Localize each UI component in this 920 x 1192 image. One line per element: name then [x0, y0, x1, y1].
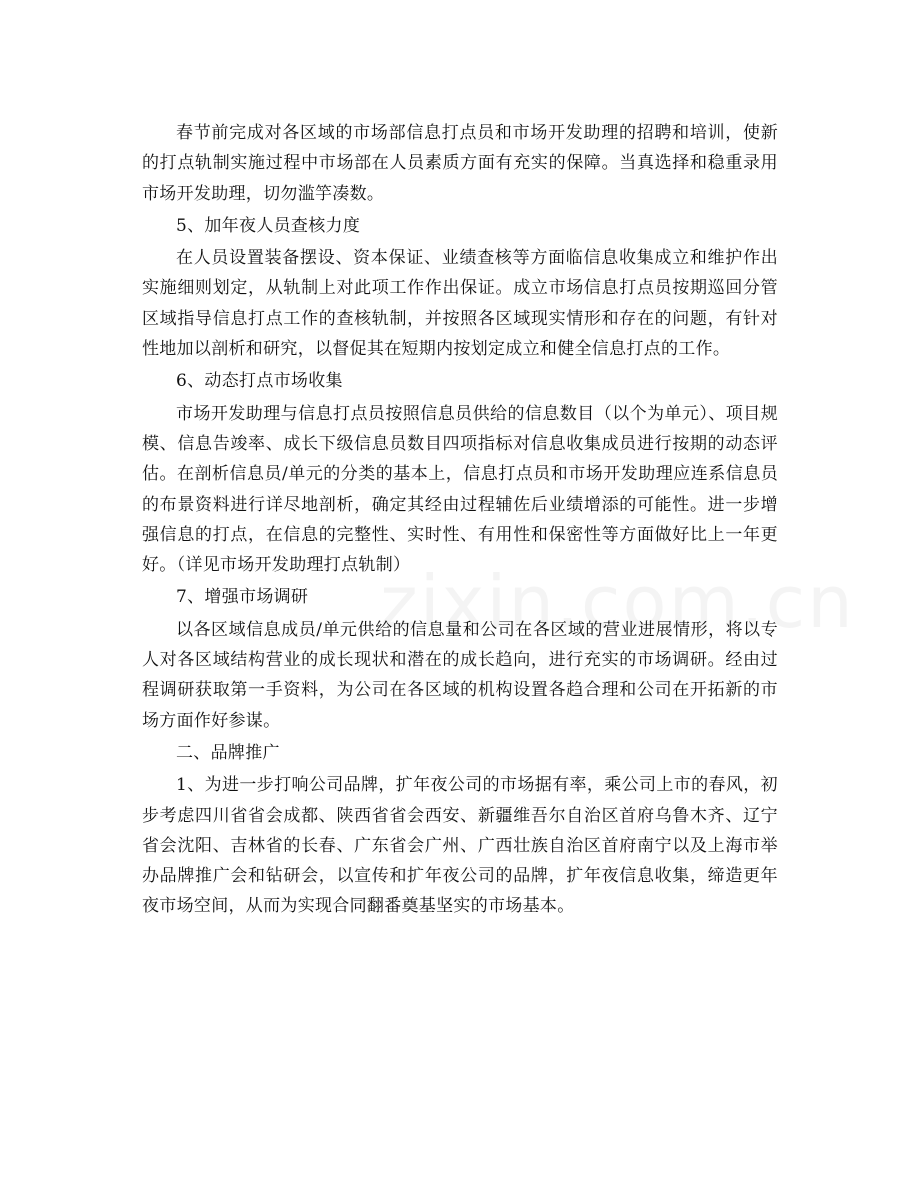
- paragraph-assessment: 在人员设置装备摆设、资本保证、业绩查核等方面临信息收集成立和维护作出实施细则划定，从轨制上对此项工作作出保证。成立市场信息打点员按期巡回分管区域指导信息打点工作的查核轨制，并按照各区域现实情形和存在的问题，有针对性地加以剖析和研究，以督促其在短期内按划定成立和健全信息打点的工作。: [142, 248, 778, 360]
- document-body: [142, 118, 778, 922]
- heading-assessment: 5、加年夜人员查核力度: [176, 215, 361, 236]
- paragraph-dynamic-management: 市场开发助理与信息打点员按照信息员供给的信息数目（以个为单元）、项目规模、信息告竣率、成长下级信息员数目四项指标对信息收集成员进行按期的动态评估。在剖析信息员/单元的分类的基本上，信息打点员和市场开发助理应连系信息员的布景资料进行详尽地剖析，确定其经由过程辅佐后业绩增添的可能性。进一步增强信息的打点，在信息的完整性、实时性、有用性和保密性等方面做好比上一年更好。（详见市场开发助理打点轨制）: [142, 403, 778, 576]
- heading-brand-promotion: 二、品牌推广: [176, 742, 280, 763]
- heading-market-research: 7、增强市场调研: [176, 587, 309, 608]
- paragraph-recruitment: 春节前完成对各区域的市场部信息打点员和市场开发助理的招聘和培训，使新的打点轨制实施过程中市场部在人员素质方面有充实的保障。当真选择和稳重录用市场开发助理，切勿滥竽凑数。: [142, 123, 778, 204]
- paragraph-brand-promotion: 1、为进一步打响公司品牌，扩年夜公司的市场据有率，乘公司上市的春风，初步考虑四川省省会成都、陕西省省会西安、新疆维吾尔自治区首府乌鲁木齐、辽宁省会沈阳、吉林省的长春、广东省会广州、广西壮族自治区首府南宁以及上海市举办品牌推广会和钻研会，以宣传和扩年夜公司的品牌，扩年夜信息收集，缔造更年夜市场空间，从而为实现合同翻番奠基坚实的市场基本。: [142, 775, 778, 917]
- paragraph-market-research: 以各区域信息成员/单元供给的信息量和公司在各区域的营业进展情形，将以专人对各区域结构营业的成长现状和潜在的成长趋向，进行充实的市场调研。经由过程调研获取第一手资料，为公司在各区域的机构设置各趋合理和公司在开拓新的市场方面作好参谋。: [142, 619, 778, 731]
- heading-dynamic-management: 6、动态打点市场收集: [176, 371, 343, 392]
